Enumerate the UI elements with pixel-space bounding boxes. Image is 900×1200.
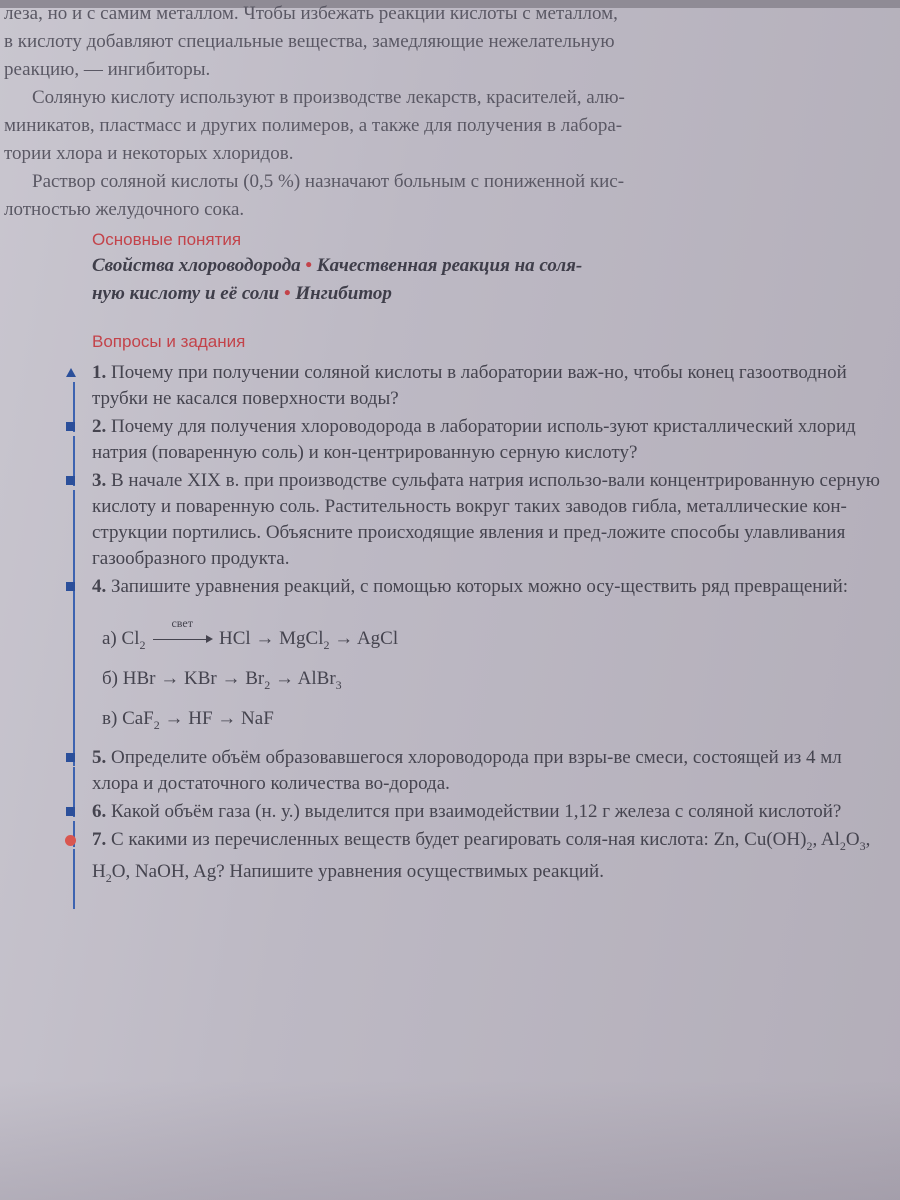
question-text: Почему при получении соляной кислоты в лаборатории важ-но, чтобы конец газоотводной трубки не касался поверхности воды? [92,362,847,409]
question-text: Определите объём образовавшегося хлороводорода при взры-ве смеси, состоящей из 4 мл хлора и достаточного количества во-дорода. [92,747,842,795]
arrow-condition: свет [171,616,193,630]
question-2 [92,414,882,466]
chain-label: а) [102,628,117,649]
intro-line: миникатов, пластмасс и других полимеров, а также для получения в лабора- [4,115,623,136]
question-number: 1. [92,362,107,383]
question-number: 3. [92,470,107,491]
questions-section [92,332,882,893]
concept-item: Свойства хлороводорода [92,255,301,276]
intro-line: в кислоту добавляют специальные вещества, замедляющие нежелательную [4,31,615,52]
margin-bar [73,849,75,909]
question-number: 7. [92,829,107,851]
intro-line: реакцию, — ингибиторы. [4,59,211,80]
chain-label: б) [102,667,118,689]
separator-dot: • [283,283,291,304]
intro-line: Соляную кислоту используют в производстве лекарств, красителей, алю- [32,87,625,108]
question-5 [92,745,882,797]
intro-line: тории хлора и некоторых хлоридов. [4,143,294,164]
intro-line: леза, но и с самим металлом. Чтобы избежать реакции кислоты с металлом, [4,3,618,24]
margin-bar [73,596,75,766]
chain-v: в) CaF$_2$ → HF → NaF [102,707,274,732]
questions-list [92,360,882,891]
key-concepts-title: Основные понятия [92,230,242,249]
question-number: 5. [92,747,107,769]
question-number: 4. [92,576,107,597]
questions-title: Вопросы и задания [92,332,246,351]
square-marker-icon [66,807,75,816]
transformation-chains [102,616,882,741]
square-marker-icon [66,422,75,431]
separator-dot: • [305,255,313,276]
question-text: Какой объём газа (н. у.) выделится при взаимодействии 1,12 г железа с соляной кислотой? [111,801,842,823]
square-marker-icon [66,753,75,762]
intro-line: лотностью желудочного сока. [4,199,245,220]
page-shadow [0,1080,900,1200]
key-concepts [92,230,862,308]
triangle-marker-icon [66,368,76,377]
question-text: В начале XIX в. при производстве сульфата натрия использо-вали концентрированную серную кислоту и поваренную соль. Растительность вокруг таких заводов гибла, металлические кон-струкции портились. Объясните происходящие явления и пред-ложите способы улавливания газообразного продукта. [92,470,880,569]
question-7: 7. С какими из перечисленных веществ будет реагировать соля-ная кислота: Zn, $Cu(OH)_2$, $Al_2O_3$, $H_2O$, NaOH, Ag? Напишите уравнения осуществимых реакций. [92,827,882,891]
chain-label: в) [102,707,118,729]
question-number: 6. [92,801,107,823]
question-number: 2. [92,416,107,437]
question-text: Запишите уравнения реакций, с помощью которых можно осу-ществить ряд превращений: [111,576,849,597]
question-6 [92,799,882,825]
light-arrow-icon [150,616,214,656]
square-marker-icon [66,582,75,591]
question-text: Почему для получения хлороводорода в лаборатории исполь-зуют кристаллический хлорид натрия (поваренную соль) и кон-центрированную серную кислоту? [92,416,856,463]
concept-item: Ингибитор [295,283,392,304]
key-concepts-list [92,252,862,308]
chain-b: б) HBr → KBr → $Br_2$ → AlBr$_3$ [102,667,342,692]
question-3 [92,468,882,572]
question-1 [92,360,882,412]
intro-text [4,0,824,224]
square-marker-icon [66,476,75,485]
chain-a: а) $Cl_2$ свет HCl → MgCl$_2$ → AgCl [102,622,882,662]
intro-line: Раствор соляной кислоты (0,5 %) назначают больным с пониженной кис- [32,171,625,192]
question-text: С какими из перечисленных веществ будет реагировать соля-ная кислота: [111,829,709,851]
concept-item: Качественная реакция на соля- [316,255,583,276]
question-4 [92,574,882,741]
question-text: ? Напишите уравнения осуществимых реакций. [216,861,604,883]
concept-item: ную кислоту и её соли [92,283,280,304]
